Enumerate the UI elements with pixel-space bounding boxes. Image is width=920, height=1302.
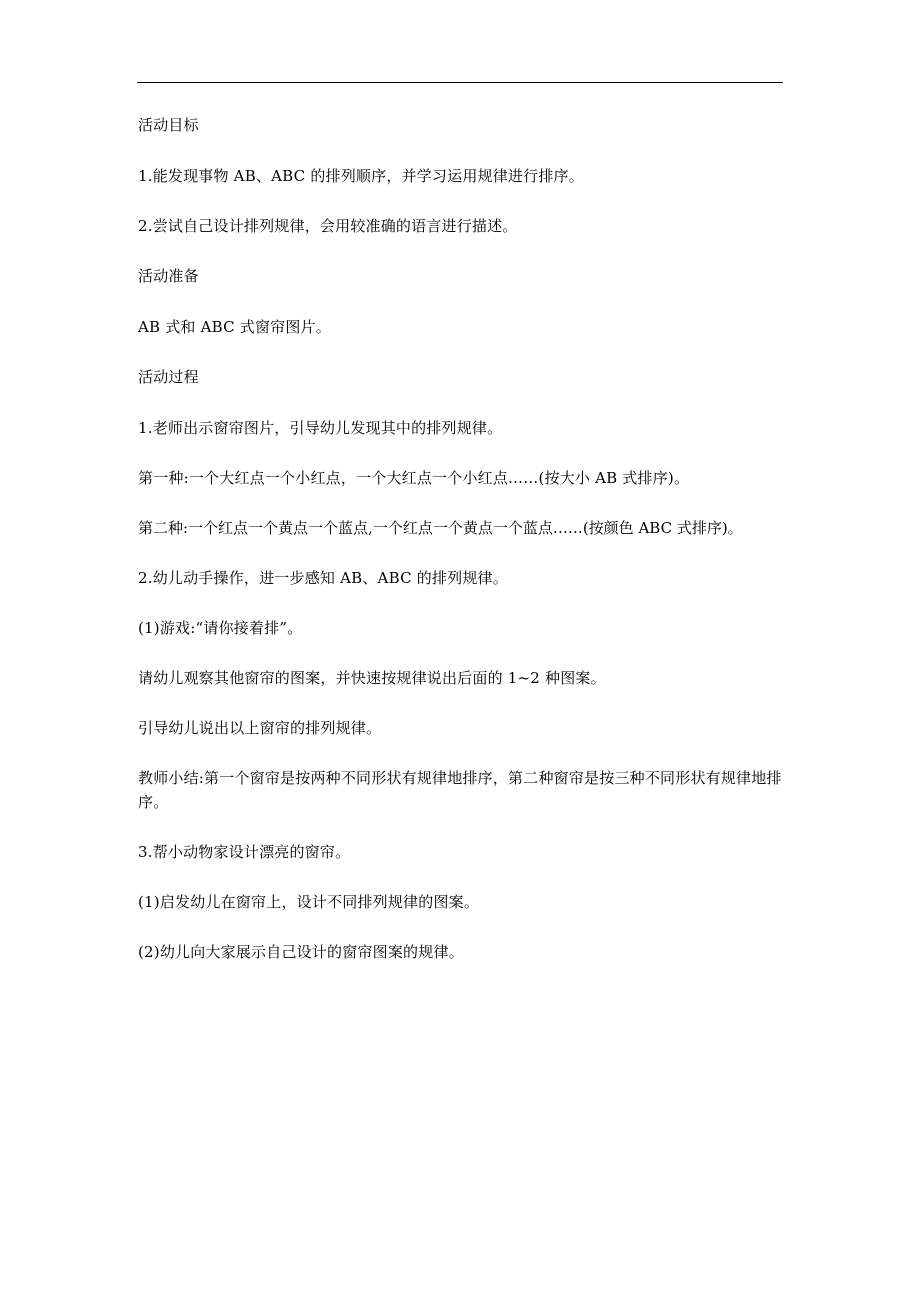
document-body (138, 113, 784, 990)
process-pattern-2: 第二种:一个红点一个黄点一个蓝点,一个红点一个黄点一个蓝点……(按颜色 ABC 式排序)。 (138, 519, 743, 537)
section-heading-preparation: 活动准备 (138, 267, 199, 285)
process-observe: 请幼儿观察其他窗帘的图案，并快速按规律说出后面的 1~2 种图案。 (138, 669, 606, 687)
process-design-1: (1)启发幼儿在窗帘上，设计不同排列规律的图案。 (138, 893, 480, 911)
section-heading-process: 活动过程 (138, 368, 199, 386)
teacher-summary: 教师小结:第一个窗帘是按两种不同形状有规律地排序，第二种窗帘是按三种不同形状有规律地排序。 (138, 769, 782, 811)
process-design-2: (2)幼儿向大家展示自己设计的窗帘图案的规律。 (138, 943, 464, 961)
process-pattern-1: 第一种:一个大红点一个小红点，一个大红点一个小红点……(按大小 AB 式排序)。 (138, 469, 690, 487)
preparation-text: AB 式和 ABC 式窗帘图片。 (138, 318, 331, 336)
goal-item-1: 1.能发现事物 AB、ABC 的排列顺序，并学习运用规律进行排序。 (138, 167, 584, 185)
process-step-1: 1.老师出示窗帘图片，引导幼儿发现其中的排列规律。 (138, 419, 503, 437)
process-game: (1)游戏:“请你接着排”。 (138, 619, 303, 637)
section-heading-goals: 活动目标 (138, 116, 199, 134)
goal-item-2: 2.尝试自己设计排列规律，会用较准确的语言进行描述。 (138, 217, 518, 235)
process-step-2: 2.幼儿动手操作，进一步感知 AB、ABC 的排列规律。 (138, 569, 508, 587)
header-rule (137, 82, 783, 83)
process-step-3: 3.帮小动物家设计漂亮的窗帘。 (138, 843, 351, 861)
process-guide: 引导幼儿说出以上窗帘的排列规律。 (138, 719, 382, 737)
